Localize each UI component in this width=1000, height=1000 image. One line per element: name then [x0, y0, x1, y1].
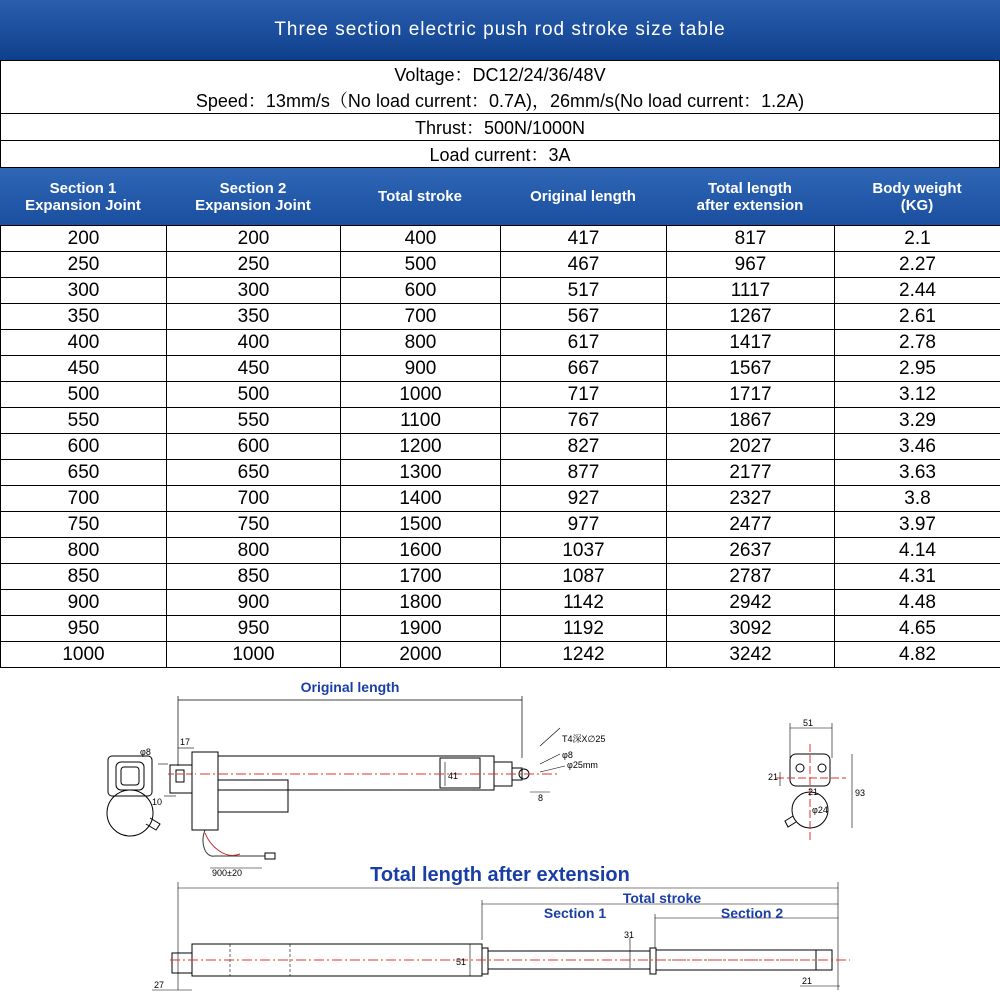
table-row [1, 408, 1000, 434]
table-cell: 2027 [667, 434, 835, 460]
table-cell: 1567 [667, 356, 835, 382]
table-cell: 517 [501, 278, 667, 304]
table-cell: 1900 [341, 616, 501, 642]
table-cell: 700 [167, 486, 341, 512]
table-cell: 767 [501, 408, 667, 434]
table-cell: 450 [167, 356, 341, 382]
table-row [1, 434, 1000, 460]
header-section2: Section 2 Expansion Joint [195, 179, 311, 214]
table-cell: 200 [1, 226, 167, 252]
table-cell: 350 [167, 304, 341, 330]
table-cell: 650 [1, 460, 167, 486]
dim-t4: T4深X∅25 [562, 734, 606, 744]
table-cell: 1000 [341, 382, 501, 408]
table-cell: 2787 [667, 564, 835, 590]
table-row [1, 382, 1000, 408]
table-cell: 1800 [341, 590, 501, 616]
table-cell: 900 [167, 590, 341, 616]
original-length-label: Original length [300, 679, 400, 695]
table-cell: 1400 [341, 486, 501, 512]
table-cell: 4.31 [835, 564, 1000, 590]
table-cell: 500 [167, 382, 341, 408]
table-cell: 1100 [341, 408, 501, 434]
table-cell: 417 [501, 226, 667, 252]
dim-51-top: 51 [803, 718, 814, 728]
table-cell: 3.8 [835, 486, 1000, 512]
table-cell: 250 [1, 252, 167, 278]
table-cell: 850 [167, 564, 341, 590]
table-cell: 350 [1, 304, 167, 330]
section2-label: Section 2 [720, 905, 784, 921]
header-section1: Section 1 Expansion Joint [25, 179, 141, 214]
table-cell: 2.78 [835, 330, 1000, 356]
table-cell: 1500 [341, 512, 501, 538]
voltage-spec: Voltage：DC12/24/36/48V [0, 60, 1000, 88]
table-cell: 927 [501, 486, 667, 512]
table-cell: 2.95 [835, 356, 1000, 382]
dim-31: 31 [624, 930, 635, 940]
table-cell: 617 [501, 330, 667, 356]
table-cell: 1300 [341, 460, 501, 486]
stroke-size-table [0, 225, 1000, 668]
table-cell: 2000 [341, 642, 501, 668]
table-cell: 877 [501, 460, 667, 486]
header-original-length: Original length [530, 188, 636, 205]
dim-21-bottom: 21 [802, 976, 813, 986]
table-cell: 1142 [501, 590, 667, 616]
table-cell: 977 [501, 512, 667, 538]
table-cell: 950 [167, 616, 341, 642]
dim-21-small: 21 [808, 787, 819, 797]
table-cell: 1000 [1, 642, 167, 668]
table-row [1, 538, 1000, 564]
table-cell: 1200 [341, 434, 501, 460]
table-cell: 3.46 [835, 434, 1000, 460]
table-row [1, 486, 1000, 512]
thrust-spec: Thrust：500N/1000N [0, 114, 1000, 141]
table-title: Three section electric push rod stroke size table [0, 0, 1000, 60]
dim-21-side: 21 [768, 772, 779, 782]
table-row [1, 330, 1000, 356]
table-cell: 2637 [667, 538, 835, 564]
table-cell: 4.48 [835, 590, 1000, 616]
table-cell: 827 [501, 434, 667, 460]
table-row [1, 564, 1000, 590]
table-row [1, 460, 1000, 486]
dim-d8-left: φ8 [140, 747, 151, 757]
table-cell: 800 [167, 538, 341, 564]
table-cell: 550 [167, 408, 341, 434]
dim-41: 41 [448, 771, 459, 781]
table-cell: 600 [1, 434, 167, 460]
table-cell: 600 [167, 434, 341, 460]
table-cell: 750 [1, 512, 167, 538]
table-cell: 800 [341, 330, 501, 356]
table-row [1, 226, 1000, 252]
technical-drawing [0, 668, 1000, 1000]
table-cell: 400 [1, 330, 167, 356]
table-cell: 550 [1, 408, 167, 434]
table-cell: 1242 [501, 642, 667, 668]
header-total-stroke: Total stroke [378, 188, 462, 205]
table-cell: 3242 [667, 642, 835, 668]
table-cell: 300 [167, 278, 341, 304]
table-cell: 967 [667, 252, 835, 278]
table-cell: 467 [501, 252, 667, 278]
table-cell: 1117 [667, 278, 835, 304]
table-cell: 4.82 [835, 642, 1000, 668]
dim-cable-length: 900±20 [212, 868, 242, 878]
table-cell: 1037 [501, 538, 667, 564]
table-cell: 3.97 [835, 512, 1000, 538]
table-cell: 3092 [667, 616, 835, 642]
dim-93: 93 [855, 788, 866, 798]
table-cell: 3.12 [835, 382, 1000, 408]
table-cell: 450 [1, 356, 167, 382]
table-cell: 250 [167, 252, 341, 278]
table-cell: 1087 [501, 564, 667, 590]
table-cell: 817 [667, 226, 835, 252]
table-cell: 200 [167, 226, 341, 252]
table-cell: 2477 [667, 512, 835, 538]
speed-spec: Speed：13mm/s（No load current：0.7A)，26mm/s(No load current：1.2A) [0, 87, 1000, 114]
table-row [1, 252, 1000, 278]
table-cell: 3.63 [835, 460, 1000, 486]
dim-d25: φ25mm [567, 760, 598, 770]
table-cell: 850 [1, 564, 167, 590]
dim-27: 27 [154, 980, 165, 990]
table-cell: 1267 [667, 304, 835, 330]
table-cell: 1717 [667, 382, 835, 408]
header-total-length: Total length after extension [696, 179, 804, 214]
table-cell: 667 [501, 356, 667, 382]
dim-d24: φ24 [812, 805, 828, 815]
table-cell: 567 [501, 304, 667, 330]
table-cell: 800 [1, 538, 167, 564]
table-cell: 1192 [501, 616, 667, 642]
total-length-label: Total length after extension [370, 864, 630, 886]
table-cell: 2.44 [835, 278, 1000, 304]
table-cell: 2327 [667, 486, 835, 512]
table-cell: 2177 [667, 460, 835, 486]
load-current-spec: Load current：3A [0, 141, 1000, 168]
dim-51-body: 51 [456, 957, 467, 967]
table-cell: 750 [167, 512, 341, 538]
table-cell: 300 [1, 278, 167, 304]
table-cell: 1000 [167, 642, 341, 668]
header-body-weight: Body weight (KG) [872, 179, 962, 214]
total-stroke-label: Total stroke [622, 890, 702, 906]
table-cell: 2.27 [835, 252, 1000, 278]
dim-8-right: 8 [538, 793, 544, 803]
table-cell: 400 [341, 226, 501, 252]
table-row [1, 304, 1000, 330]
table-cell: 900 [341, 356, 501, 382]
table-row [1, 590, 1000, 616]
dim-17: 17 [180, 737, 191, 747]
table-cell: 950 [1, 616, 167, 642]
table-header [0, 168, 1000, 225]
table-cell: 700 [341, 304, 501, 330]
table-cell: 1600 [341, 538, 501, 564]
table-cell: 2.1 [835, 226, 1000, 252]
section1-label: Section 1 [543, 905, 607, 921]
table-cell: 4.65 [835, 616, 1000, 642]
table-cell: 900 [1, 590, 167, 616]
table-cell: 700 [1, 486, 167, 512]
table-cell: 2.61 [835, 304, 1000, 330]
table-cell: 2942 [667, 590, 835, 616]
table-row [1, 616, 1000, 642]
table-cell: 400 [167, 330, 341, 356]
table-cell: 600 [341, 278, 501, 304]
table-cell: 650 [167, 460, 341, 486]
table-cell: 1867 [667, 408, 835, 434]
table-row [1, 512, 1000, 538]
table-cell: 1700 [341, 564, 501, 590]
table-row [1, 278, 1000, 304]
table-cell: 717 [501, 382, 667, 408]
table-cell: 500 [1, 382, 167, 408]
table-row [1, 356, 1000, 382]
dim-10: 10 [152, 797, 163, 807]
table-cell: 500 [341, 252, 501, 278]
table-cell: 1417 [667, 330, 835, 356]
table-row [1, 642, 1000, 668]
dim-d8-pin: φ8 [562, 750, 573, 760]
table-cell: 3.29 [835, 408, 1000, 434]
table-cell: 4.14 [835, 538, 1000, 564]
